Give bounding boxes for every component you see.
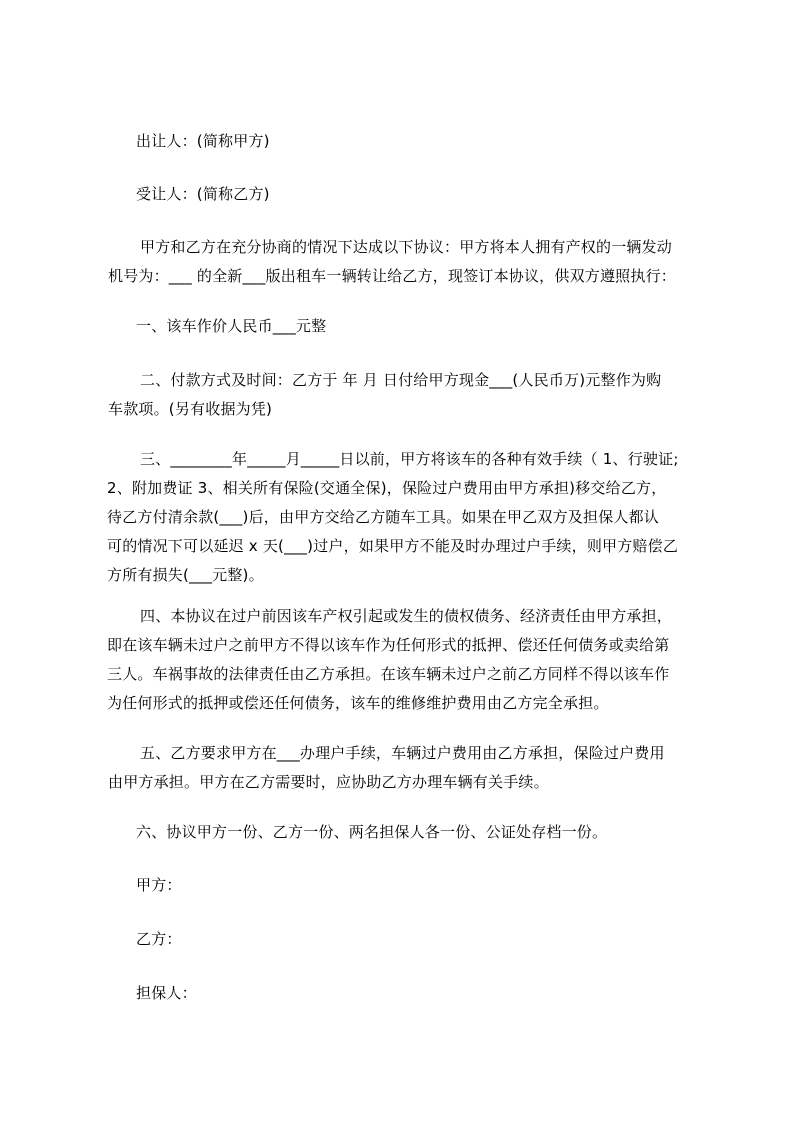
clause-6-paragraph: [136, 818, 607, 847]
text-line: 方所有损失(___元整)。: [107, 566, 264, 584]
signature-guarantor: [136, 979, 197, 1008]
text-line: 甲方：: [136, 876, 182, 894]
text-line: 六、协议甲方一份、乙方一份、两名担保人各一份、公证处存档一份。: [136, 823, 608, 841]
text-line: 三人。车祸事故的法律责任由乙方承担。在该车辆未过户之前乙方同样不得以该车作: [107, 665, 670, 683]
signature-party-a: [136, 871, 182, 900]
text-line: 出让人：(简称甲方): [136, 132, 270, 150]
clause-1-paragraph: [136, 312, 326, 341]
signature-party-b: [136, 925, 182, 954]
text-line: 一、该车作价人民币___元整: [136, 317, 327, 335]
text-line: 二、付款方式及时间：乙方于 年 月 日付给甲方现金___(人民币万)元整作为购: [140, 371, 662, 389]
text-line: 甲方和乙方在充分协商的情况下达成以下协议：甲方将本人拥有产权的一辆发动: [140, 238, 673, 256]
text-line: 受让人：(简称乙方): [136, 185, 270, 203]
text-line: 四、本协议在过户前因该车产权引起或发生的债权债务、经济责任由甲方承担，: [140, 607, 673, 625]
text-line: 五、乙方要求甲方在___办理户手续，车辆过户费用由乙方承担，保险过户费用: [140, 744, 665, 762]
text-line: 2、附加费证 3、相关所有保险(交通全保)，保险过户费用由甲方承担)移交给乙方，: [107, 479, 667, 497]
clause-3-paragraph: [107, 445, 679, 590]
text-line: 机号为：___ 的全新___版出租车一辆转让给乙方，现签订本协议，供双方遵照执行：: [108, 267, 676, 285]
intro-paragraph: [108, 233, 676, 291]
text-line: 车款项。(另有收据为凭): [108, 400, 273, 418]
clause-2-paragraph: [108, 366, 662, 424]
text-line: 担保人：: [136, 984, 197, 1002]
transferee-line: [136, 180, 270, 209]
text-line: 三、________年_____月_____日以前，甲方将该车的各种有效手续（ 1、行驶证;: [140, 450, 679, 468]
clause-5-paragraph: [108, 739, 665, 797]
text-line: 为任何形式的抵押或偿还任何债务，该车的维修维护费用由乙方完全承担。: [107, 694, 609, 712]
clause-4-paragraph: [107, 602, 673, 718]
text-line: 由甲方承担。甲方在乙方需要时，应协助乙方办理车辆有关手续。: [108, 773, 549, 791]
text-line: 乙方：: [136, 930, 182, 948]
transferor-line: [136, 127, 270, 156]
text-line: 可的情况下可以延迟 x 天(___)过户，如果甲方不能及时办理过户手续，则甲方赔偿乙: [107, 537, 679, 555]
text-line: 待乙方付清余款(___)后，由甲方交给乙方随车工具。如果在甲乙双方及担保人都认: [107, 508, 660, 526]
text-line: 即在该车辆未过户之前甲方不得以该车作为任何形式的抵押、偿还任何债务或卖给第: [107, 636, 670, 654]
